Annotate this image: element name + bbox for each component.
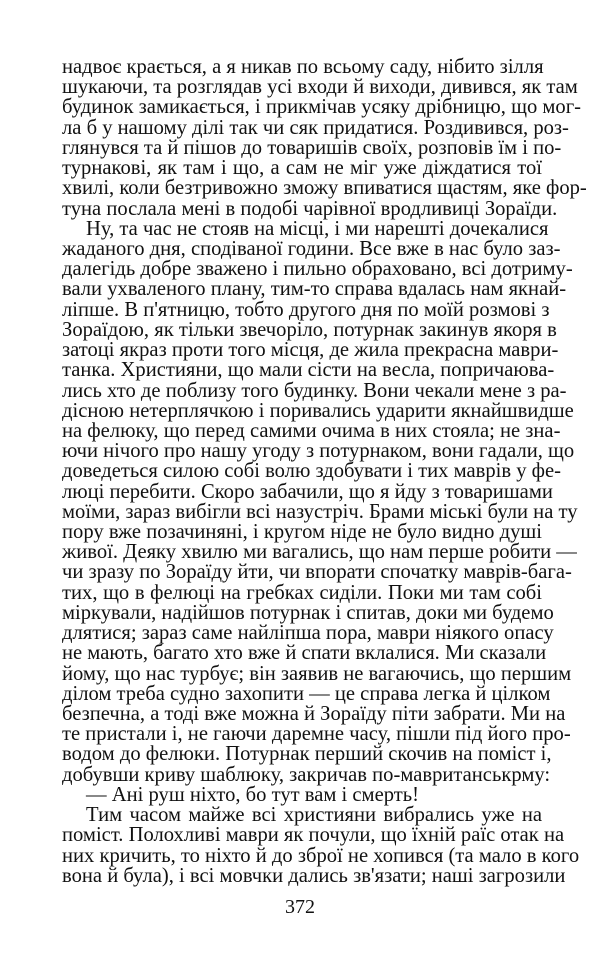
text-line: лись хто де поблизу того будинку. Вони чекали мене з ра- <box>62 379 567 402</box>
text-line: йому, що нас турбує; він заявив не вагаючись, що першим <box>62 662 572 685</box>
text-line: Зораїдою, як тільки звечоріло, потурнак закинув якоря в <box>62 318 557 341</box>
text-line: люці перебити. Скоро забачили, що я йду з товаришами <box>62 480 553 503</box>
text-line: далегідь добре зважено і пильно обраховано, всі дотриму- <box>62 258 573 281</box>
text-line: вали ухваленого плану, тим-то справа вдалась нам якнай- <box>62 278 567 301</box>
page-number: 372 <box>285 896 315 918</box>
text-line: на фелюку, що перед самими очима в них стояла; не зна- <box>62 419 561 442</box>
body-text <box>62 56 587 887</box>
text-line: безпечна, а тоді вже можна й Зораїду піти забрати. Ми на <box>62 703 566 725</box>
text-line: поміст. Полохливі маври як почули, що їхній раїс отак на <box>62 824 565 847</box>
text-line: міркували, надійшов потурнак і спитав, доки ми будемо <box>62 601 554 624</box>
text-line: длятися; зараз саме найліпша пора, маври ніякого опасу <box>62 622 554 645</box>
text-line: чи зразу по Зораїду йти, чи впорати спочатку маврів-бага- <box>62 561 572 584</box>
text-line: жаданого дня, сподіваної години. Все вже в нас було заз- <box>62 237 561 260</box>
text-line: затоці якраз проти того місця, де жила прекрасна маври- <box>62 339 559 362</box>
text-line: вона й була), і всі мовчки дались зв'язати; наші загрозили <box>62 864 566 887</box>
text-line: моїми, зараз вибігли всі назустріч. Брами міські були на ту <box>62 500 578 523</box>
text-line: ючи нічого про нашу угоду з потурнаком, вони гадали, що <box>62 440 575 463</box>
text-line: ліпше. В п'ятницю, тобто другого дня по моїй розмові з <box>62 298 550 321</box>
text-line: будинок замикається, і прикмічав усяку дрібницю, що мог- <box>62 96 582 119</box>
text-line: не мають, багато хто вже й спати вклалися. Ми сказали <box>62 642 547 665</box>
text-line: танка. Християни, що мали сісти на весла, попричаюва- <box>62 359 555 382</box>
text-line: пору вже позачиняні, і кругом ніде не було видно душі <box>62 521 542 544</box>
text-line: надвоє крається, а я никав по всьому саду, нібито зілля <box>62 56 544 78</box>
text-line: ділом треба судно захопити — це справа легка й цілком <box>62 682 551 705</box>
text-line: туна послала мені в подобі чарівної вродливиці Зораїди. <box>62 197 558 220</box>
text-line: те пристали і, не гаючи даремне часу, пішли під його про- <box>62 723 571 746</box>
text-line: Ну, та час не стояв на місці, і ми нарешті дочекалися <box>86 217 549 240</box>
text-line: хвилі, коли безтривожно зможу впиватися щастям, яке фор- <box>62 177 587 200</box>
text-line: дісною нетерплячкою і поривались ударити якнайшвидше <box>62 399 574 422</box>
text-line: тих, що в фелюці на гребках сиділи. Поки ми там собі <box>62 581 542 604</box>
text-line: них кричить, то ніхто й до зброї не хопився (та мало в кого <box>62 844 580 867</box>
text-line: добувши криву шаблюку, закричав по-мавританськрму: <box>62 763 551 786</box>
text-line: турнакові, як там і що, а сам не міг уже діждатися тої <box>62 157 542 180</box>
text-line: доведеться силою собі волю здобувати і тих маврів у фе- <box>62 460 562 483</box>
text-line: ла б у нашому ділі так чи сяк придатися. Роздивився, роз- <box>62 116 569 139</box>
text-line: шукаючи, та розглядав усі входи й виходи, дивився, як там <box>62 76 578 99</box>
text-line: Тим часом майже всі християни вибрались уже на <box>86 804 542 827</box>
text-line: глянувся та й пішов до товаришів своїх, розповів їм і по- <box>62 136 562 159</box>
text-line: живої. Деяку хвилю ми вагались, що нам перше робити — <box>62 541 577 564</box>
text-line: — Ані руш ніхто, бо тут вам і смерть! <box>86 783 420 806</box>
text-line: водом до фелюки. Потурнак перший скочив на поміст і, <box>62 743 552 766</box>
